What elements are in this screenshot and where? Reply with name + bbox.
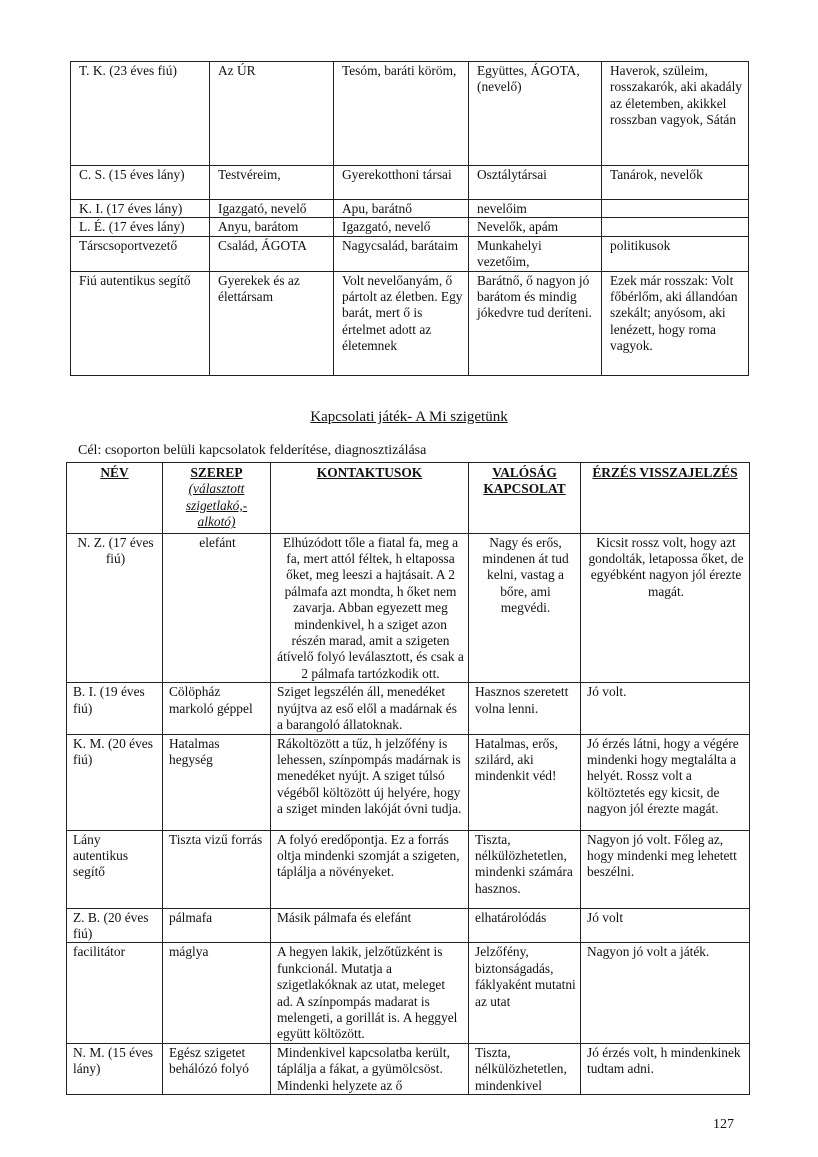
- table-row: [67, 1043, 750, 1094]
- table-cell: Nagyon jó volt a játék.: [581, 943, 750, 1043]
- table-cell: elefánt: [163, 533, 271, 683]
- table-row: [71, 218, 749, 236]
- header-role-note: (választott szigetlakó,- alkotó): [185, 481, 248, 530]
- table-row: [67, 943, 750, 1043]
- table-row: [67, 830, 750, 908]
- table-cell: nevelőim: [469, 200, 602, 218]
- table-cell: Jó érzés látni, hogy a végére mindenki hogy megtalálta a helyét. Rossz volt a költöztetés egy kicsit, de nagyon jól érezte magát.: [581, 734, 750, 830]
- table-cell: Hatalmas hegység: [163, 734, 271, 830]
- island-game-table: [66, 462, 750, 1095]
- table-cell: T. K. (23 éves fiú): [71, 62, 210, 166]
- table-cell: Ezek már rosszak: Volt főbérlőm, aki állandóan szekált; anyósom, aki lenézett, hogy roma vagyok.: [602, 271, 749, 375]
- table-cell: facilitátor: [67, 943, 163, 1043]
- table-row: [71, 200, 749, 218]
- table-cell: pálmafa: [163, 908, 271, 943]
- table-cell: Lány autentikus segítő: [67, 830, 163, 908]
- table-row: [71, 271, 749, 375]
- page-number: 127: [713, 1117, 734, 1132]
- section-title: Kapcsolati játék- A Mi szigetünk: [310, 409, 508, 425]
- table-cell: Rákoltözött a tűz, h jelzőfény is lehessen, színpompás madárnak is menedéket nyújt. A sziget túlsó végéből költözött új helyére, hogy a sziget minden lakóját óvni tudja.: [271, 734, 469, 830]
- header-role-label: SZEREP: [190, 465, 243, 480]
- table-cell: Nagy és erős, mindenen át tud kelni, vastag a bőre, ami megvédi.: [469, 533, 581, 683]
- header-contacts-label: KONTAKTUSOK: [316, 465, 423, 480]
- table-cell: Osztálytársai: [469, 166, 602, 200]
- table-cell: Együttes, ÁGOTA, (nevelő): [469, 62, 602, 166]
- table-cell: Sziget legszélén áll, menedéket nyújtva az eső elől a madárnak és a barangoló állatoknak.: [271, 683, 469, 734]
- table-cell: Nagyon jó volt. Főleg az, hogy mindenki meg lehetett beszélni.: [581, 830, 750, 908]
- table-cell: Egész szigetet behálózó folyó: [163, 1043, 271, 1094]
- table-cell: Tiszta, nélkülözhetetlen, mindenki számára hasznos.: [469, 830, 581, 908]
- table-cell: Tesóm, baráti köröm,: [334, 62, 469, 166]
- table-row: [67, 908, 750, 943]
- table-cell: K. M. (20 éves fiú): [67, 734, 163, 830]
- header-name: [67, 463, 163, 534]
- table-cell: [602, 200, 749, 218]
- header-contacts: [271, 463, 469, 534]
- table-cell: [602, 218, 749, 236]
- table-cell: Nagycsalád, barátaim: [334, 236, 469, 271]
- goal-text: Cél: csoporton belüli kapcsolatok felderítése, diagnosztizálása: [78, 443, 427, 458]
- table-cell: Elhúzódott tőle a fiatal fa, meg a fa, mert attól féltek, h eltapossa őket, meg leeszi a hajtásait. A 2 pálmafa azt mondta, h őket nem zavarja. Abban egyezett meg mindenkivel, h a sziget azon részén marad, amit a szigeten átívelő folyó leválasztott, és csak a 2 pálmafa tartózkodik ott.: [271, 533, 469, 683]
- table-cell: K. I. (17 éves lány): [71, 200, 210, 218]
- table-cell: politikusok: [602, 236, 749, 271]
- table-cell: Tiszta vizű forrás: [163, 830, 271, 908]
- table-cell: N. M. (15 éves lány): [67, 1043, 163, 1094]
- table-header-row: [67, 463, 750, 534]
- table-row: [67, 734, 750, 830]
- table-cell: Társcsoportvezető: [71, 236, 210, 271]
- table-cell: L. É. (17 éves lány): [71, 218, 210, 236]
- table-cell: Apu, barátnő: [334, 200, 469, 218]
- table-cell: Család, ÁGOTA: [210, 236, 334, 271]
- table-row: [67, 683, 750, 734]
- table-cell: Barátnő, ő nagyon jó barátom és mindig jókedvre tud deríteni.: [469, 271, 602, 375]
- table-cell: Volt nevelőanyám, ő pártolt az életben. Egy barát, mert ő is értelmet adott az életemnek: [334, 271, 469, 375]
- table-cell: Gyerekek és az élettársam: [210, 271, 334, 375]
- table-cell: Kicsit rossz volt, hogy azt gondolták, letapossa őket, de egyébként nagyon jól érezte magát.: [581, 533, 750, 683]
- table-cell: Másik pálmafa és elefánt: [271, 908, 469, 943]
- table-cell: C. S. (15 éves lány): [71, 166, 210, 200]
- table-cell: Munkahelyi vezetőim,: [469, 236, 602, 271]
- table-cell: Hasznos szeretett volna lenni.: [469, 683, 581, 734]
- table-cell: Fiú autentikus segítő: [71, 271, 210, 375]
- table-row: [67, 533, 750, 683]
- table-cell: Jó volt.: [581, 683, 750, 734]
- table-cell: Igazgató, nevelő: [334, 218, 469, 236]
- header-role: [163, 463, 271, 534]
- header-feeling-label: ÉRZÉS VISSZAJELZÉS: [592, 465, 738, 480]
- table-cell: Testvéreim,: [210, 166, 334, 200]
- table-cell: Mindenkivel kapcsolatba került, táplálja a fákat, a gyümölcsöst. Mindenki helyzete az ő: [271, 1043, 469, 1094]
- table-cell: Tiszta, nélkülözhetetlen, mindenkivel: [469, 1043, 581, 1094]
- table-cell: Haverok, szüleim, rosszakarók, aki akadály az életemben, akikkel rosszban vagyok, Sátán: [602, 62, 749, 166]
- header-reality-label: VALÓSÁG KAPCSOLAT: [483, 465, 566, 497]
- table-cell: Jó érzés volt, h mindenkinek tudtam adni.: [581, 1043, 750, 1094]
- table-cell: elhatárolódás: [469, 908, 581, 943]
- table-cell: N. Z. (17 éves fiú): [67, 533, 163, 683]
- table-cell: Cölöpház markoló géppel: [163, 683, 271, 734]
- table-cell: Igazgató, nevelő: [210, 200, 334, 218]
- table-row: [71, 166, 749, 200]
- table-cell: Tanárok, nevelők: [602, 166, 749, 200]
- table-cell: B. I. (19 éves fiú): [67, 683, 163, 734]
- table-cell: Az ÚR: [210, 62, 334, 166]
- table-cell: máglya: [163, 943, 271, 1043]
- relationship-table: [70, 61, 749, 376]
- table-cell: A hegyen lakik, jelzőtűzként is funkcionál. Mutatja a szigetlakóknak az utat, meleget ad. A színpompás madarat is melengeti, a gorillát is. A heggyel együtt költözött.: [271, 943, 469, 1043]
- table-cell: Jelzőfény, biztonságadás, fáklyaként mutatni az utat: [469, 943, 581, 1043]
- table-cell: Jó volt: [581, 908, 750, 943]
- header-reality: [469, 463, 581, 534]
- table-cell: Nevelők, apám: [469, 218, 602, 236]
- table-cell: Gyerekotthoni társai: [334, 166, 469, 200]
- table-cell: Anyu, barátom: [210, 218, 334, 236]
- table-row: [71, 62, 749, 166]
- table-row: [71, 236, 749, 271]
- header-feeling: [581, 463, 750, 534]
- table-cell: Z. B. (20 éves fiú): [67, 908, 163, 943]
- header-name-label: NÉV: [100, 465, 129, 480]
- table-cell: A folyó eredőpontja. Ez a forrás oltja mindenki szomját a szigeten, táplálja a növényeket.: [271, 830, 469, 908]
- table-cell: Hatalmas, erős, szilárd, aki mindenkit véd!: [469, 734, 581, 830]
